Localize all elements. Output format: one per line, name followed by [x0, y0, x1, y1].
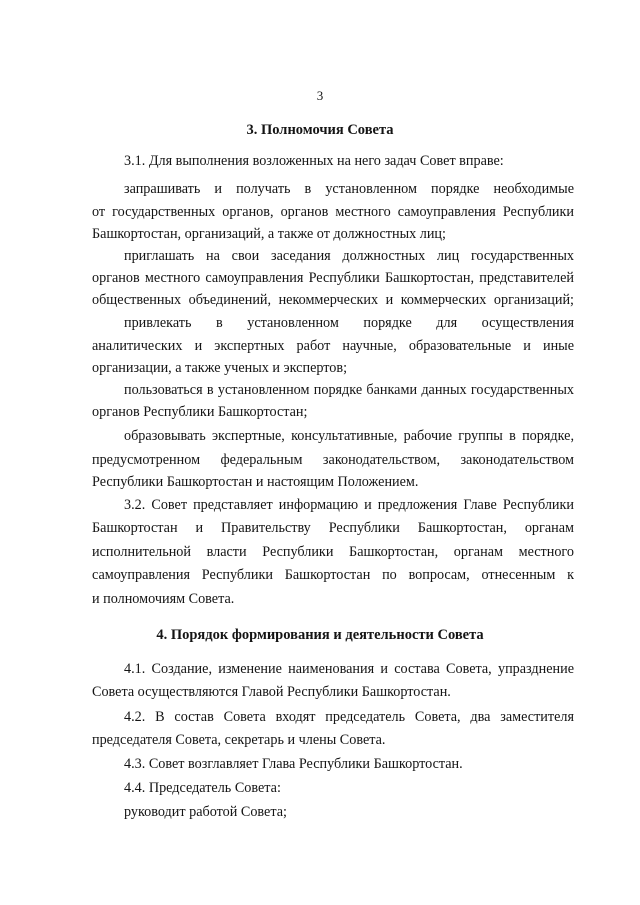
paragraph-line: 3.1. Для выполнения возложенных на него задач Совет вправе: [124, 153, 504, 169]
paragraph-line: Башкортостан и Правительству Республики Башкортостан, органам [92, 520, 574, 536]
paragraph-line: органов местного самоуправления Республики Башкортостан, представителей [92, 270, 574, 286]
paragraph-line: предусмотренном федеральным законодательством, законодательством [92, 452, 574, 468]
section-4-heading: 4. Порядок формирования и деятельности Совета [156, 627, 484, 643]
paragraph-line: организации, а также ученых и экспертов; [92, 360, 348, 376]
paragraph-line: 4.2. В состав Совета входят председатель Совета, два заместителя [124, 709, 574, 725]
paragraph-line: пользоваться в установленном порядке банками данных государственных [124, 382, 574, 398]
paragraph-line: приглашать на свои заседания должностных лиц государственных [124, 248, 574, 264]
paragraph-line: Башкортостан, организаций, а также от должностных лиц; [92, 226, 446, 242]
paragraph-line: запрашивать и получать в установленном порядке необходимые [124, 181, 574, 197]
paragraph-line: 4.3. Совет возглавляет Глава Республики Башкортостан. [124, 756, 463, 772]
paragraph-line: Республики Башкортостан и настоящим Положением. [92, 474, 419, 490]
paragraph-line: 4.1. Создание, изменение наименования и состава Совета, упразднение [124, 661, 574, 677]
paragraph-line: аналитических и экспертных работ научные, образовательные и иные [92, 338, 574, 354]
section-3-heading: 3. Полномочия Совета [246, 122, 394, 138]
paragraph-line: от государственных органов, органов местного самоуправления Республики [92, 204, 574, 220]
paragraph-line: исполнительной власти Республики Башкортостан, органам местного [92, 544, 574, 560]
page-number: 3 [316, 88, 324, 103]
paragraph-line: привлекать в установленном порядке для осуществления [124, 315, 574, 331]
paragraph-line: органов Республики Башкортостан; [92, 404, 308, 420]
paragraph-line: 3.2. Совет представляет информацию и предложения Главе Республики [124, 497, 574, 513]
paragraph-line: 4.4. Председатель Совета: [124, 780, 281, 796]
paragraph-line: Совета осуществляются Главой Республики Башкортостан. [92, 684, 451, 700]
paragraph-line: руководит работой Совета; [124, 804, 287, 820]
paragraph-line: самоуправления Республики Башкортостан по вопросам, отнесенным к [92, 567, 574, 583]
paragraph-line: общественных объединений, некоммерческих и коммерческих организаций; [92, 292, 574, 308]
paragraph-line: и полномочиям Совета. [92, 591, 235, 607]
paragraph-line: председателя Совета, секретарь и члены Совета. [92, 732, 386, 748]
paragraph-line: образовывать экспертные, консультативные, рабочие группы в порядке, [124, 428, 574, 444]
